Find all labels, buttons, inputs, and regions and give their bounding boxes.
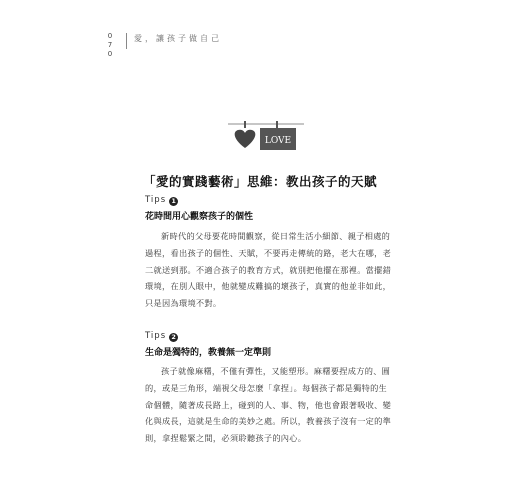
section-2-paragraph: 孩子就像麻糬，不僅有彈性，又能塑形。麻糬要捏成方的、圓的，或是三角形，端視父母怎麼「拿捏」。每個孩子都是獨特的生命個體，隨著成長路上，碰到的人、事、物，他也會跟著吸收、變化與成長，這就是生命的美妙之處。所以，教養孩子沒有一定的準則，拿捏鬆緊之間，必須聆聽孩子的內心。 xyxy=(145,366,392,444)
header-divider xyxy=(126,33,127,49)
section-1-paragraph: 新時代的父母要花時間觀察，從日常生活小細節、親子相處的過程，看出孩子的個性、天賦，不要再走傳統的路，老大在哪，老二就送到那。不適合孩子的教育方式，就別把他擺在那裡。當擺錯環境，在別人眼中，他就變成難搞的壞孩子，真實的他並非如此，只是因為環境不對。 xyxy=(145,231,392,309)
heart-and-love-tag-icon xyxy=(226,118,306,158)
page-number-digit: 0 xyxy=(107,50,113,58)
running-head: 愛，讓孩子做自己 xyxy=(134,34,222,43)
page-number-digit: 0 xyxy=(107,32,113,40)
page-number-digit: 7 xyxy=(107,41,113,49)
tips-label-1 xyxy=(145,195,178,206)
page-number xyxy=(105,32,115,59)
page-title: 「愛的實踐藝術」思維：教出孩子的天賦 xyxy=(142,174,377,189)
section-1-subhead: 花時間用心觀察孩子的個性 xyxy=(145,212,254,222)
tips-label-2 xyxy=(145,331,178,342)
tips-number-badge: 1 xyxy=(169,197,178,206)
tips-label-text: Tips xyxy=(145,331,167,341)
section-2-subhead: 生命是獨特的，教養無一定準則 xyxy=(145,348,272,358)
tips-label-text: Tips xyxy=(145,195,167,205)
love-tag-text: LOVE xyxy=(264,136,292,146)
tips-number-badge: 2 xyxy=(169,333,178,342)
